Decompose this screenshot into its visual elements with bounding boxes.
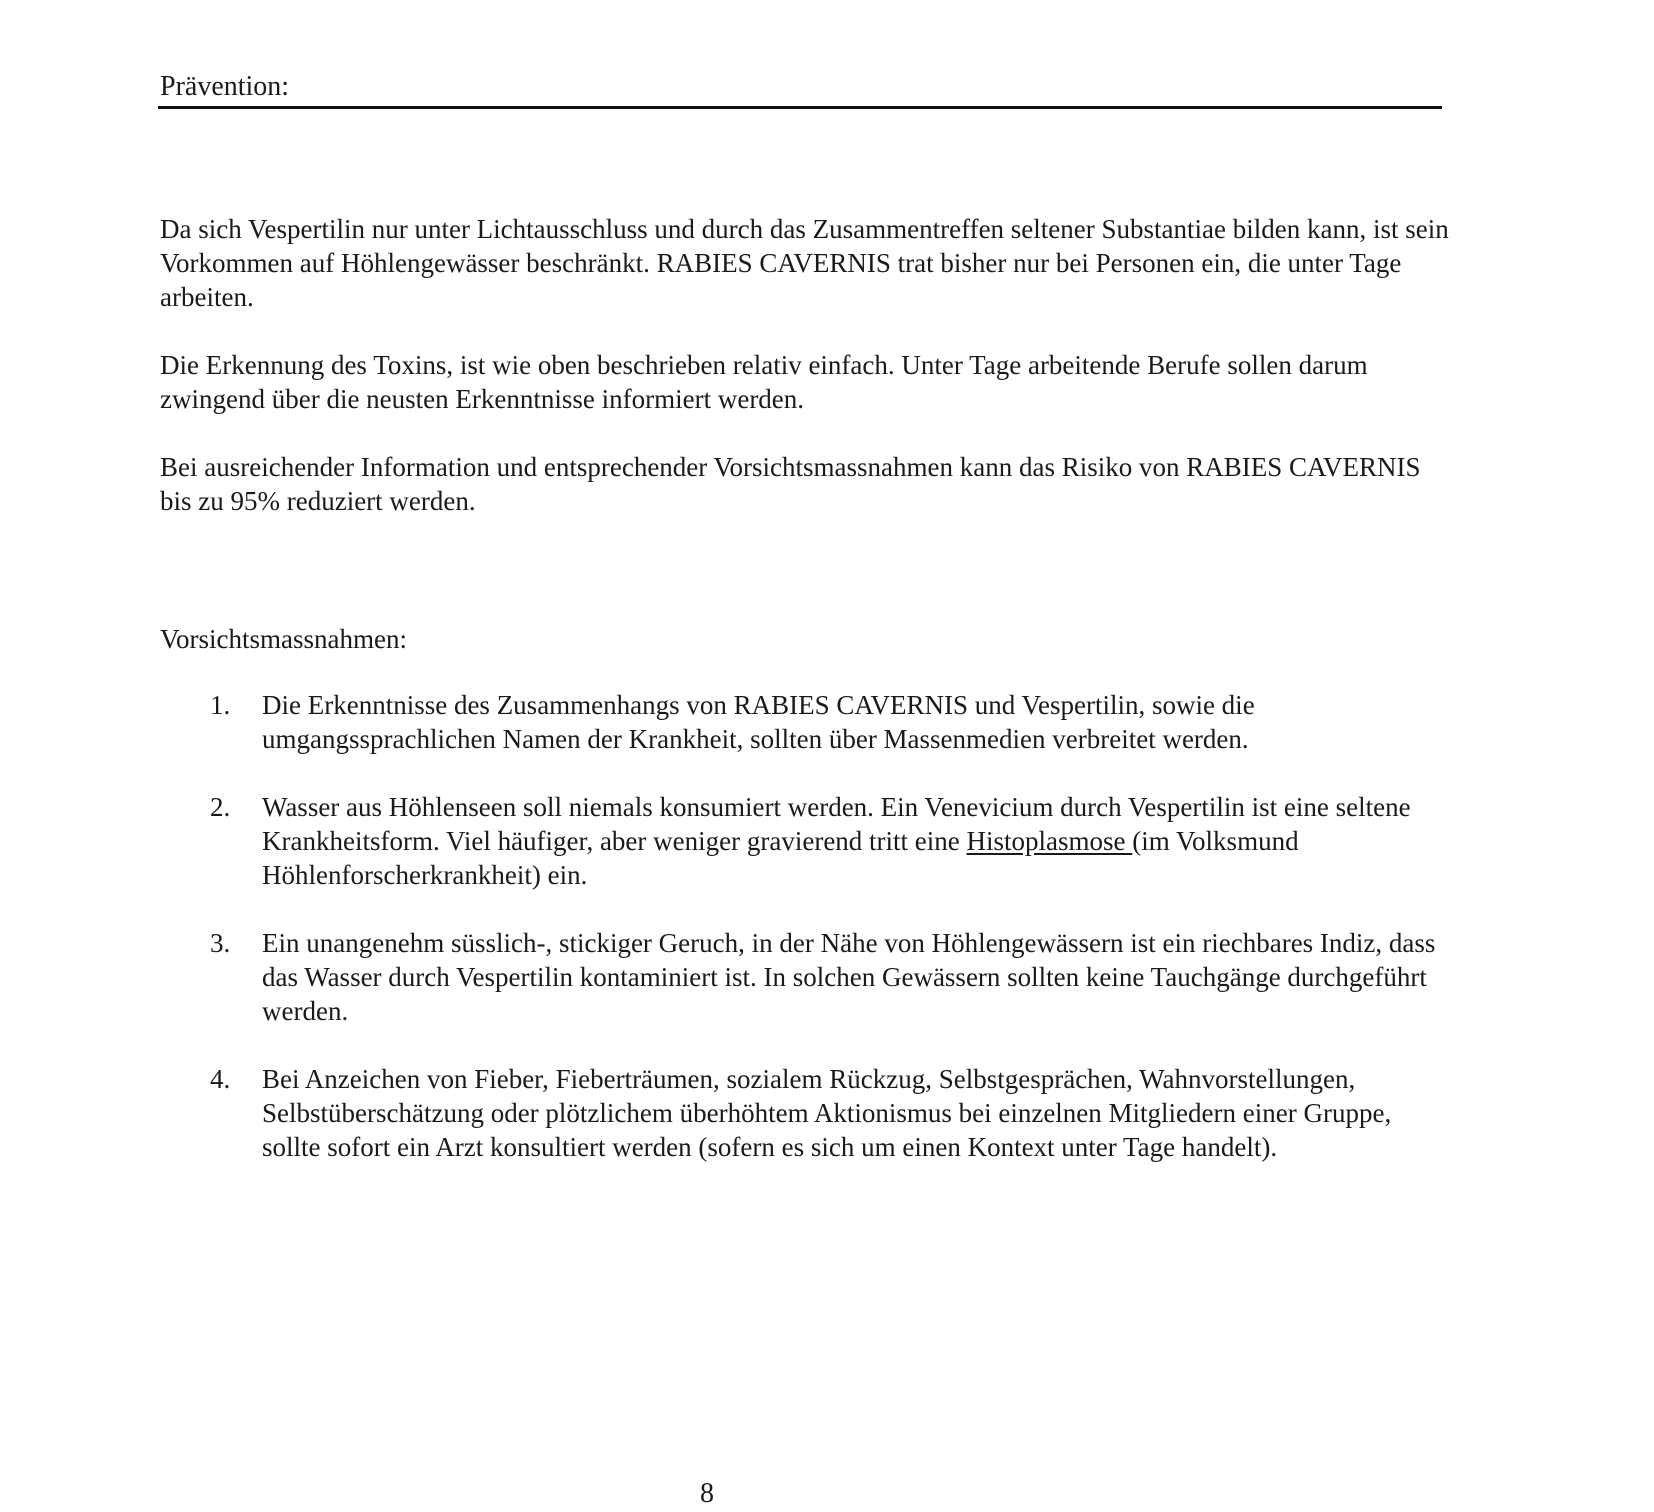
list-item-text-after-link: (im Volksmund Höhlenforscherkrankheit) ein.	[262, 826, 1299, 890]
paragraph-detection: Die Erkennung des Toxins, ist wie oben beschrieben relativ einfach. Unter Tage arbeitende Berufe sollen darum zwingend über die neusten Erkenntnisse informiert werden.	[160, 350, 1368, 414]
list-item-text-before-link: Wasser aus Höhlenseen soll niemals konsumiert werden. Ein Venevicium durch Vespertilin ist eine seltene Krankheitsform. Viel häufiger, aber weniger gravierend tritt eine	[262, 792, 1411, 856]
list-item-text: Ein unangenehm süsslich-, stickiger Geruch, in der Nähe von Höhlengewässern ist ein riechbares Indiz, dass das Wasser durch Vespertilin kontaminiert ist. In solchen Gewässern sollten keine Tauchgänge durchgeführt werden.	[262, 928, 1436, 1026]
precautions-heading: Vorsichtsmassnahmen:	[160, 624, 407, 654]
list-item-text	[262, 790, 1452, 892]
paragraph-occurrence: Da sich Vespertilin nur unter Lichtausschluss und durch das Zusammentreffen seltener Substantiae bilden kann, ist sein Vorkommen auf Höhlengewässer beschränkt. RABIES CAVERNIS trat bisher nur bei Personen ein, die unter Tage arbeiten.	[160, 214, 1449, 312]
heading-underline-rule	[158, 106, 1442, 109]
list-item-text: Bei Anzeichen von Fieber, Fieberträumen, sozialem Rückzug, Selbstgesprächen, Wahnvorstellungen, Selbstüberschätzung oder plötzlichem überhöhtem Aktionismus bei einzelnen Mitgliedern einer Gruppe, sollte sofort ein Arzt konsultiert werden (sofern es sich um einen Kontext unter Tage handelt).	[262, 1064, 1392, 1162]
section-heading: Prävention:	[160, 71, 290, 102]
list-item-text: Die Erkenntnisse des Zusammenhangs von RABIES CAVERNIS und Vespertilin, sowie die umgangssprachlichen Namen der Krankheit, sollten über Massenmedien verbreitet werden.	[262, 690, 1255, 754]
list-item-number: 3.	[210, 928, 231, 958]
list-item-number: 4.	[210, 1064, 231, 1094]
page-number: 8	[700, 1478, 714, 1509]
paragraph-risk-reduction: Bei ausreichender Information und entsprechender Vorsichtsmassnahmen kann das Risiko von RABIES CAVERNIS bis zu 95% reduziert werden.	[160, 452, 1421, 516]
list-item-number: 1.	[210, 690, 231, 720]
histoplasmose-link[interactable]: Histoplasmose	[966, 826, 1133, 856]
list-item-number: 2.	[210, 792, 231, 822]
